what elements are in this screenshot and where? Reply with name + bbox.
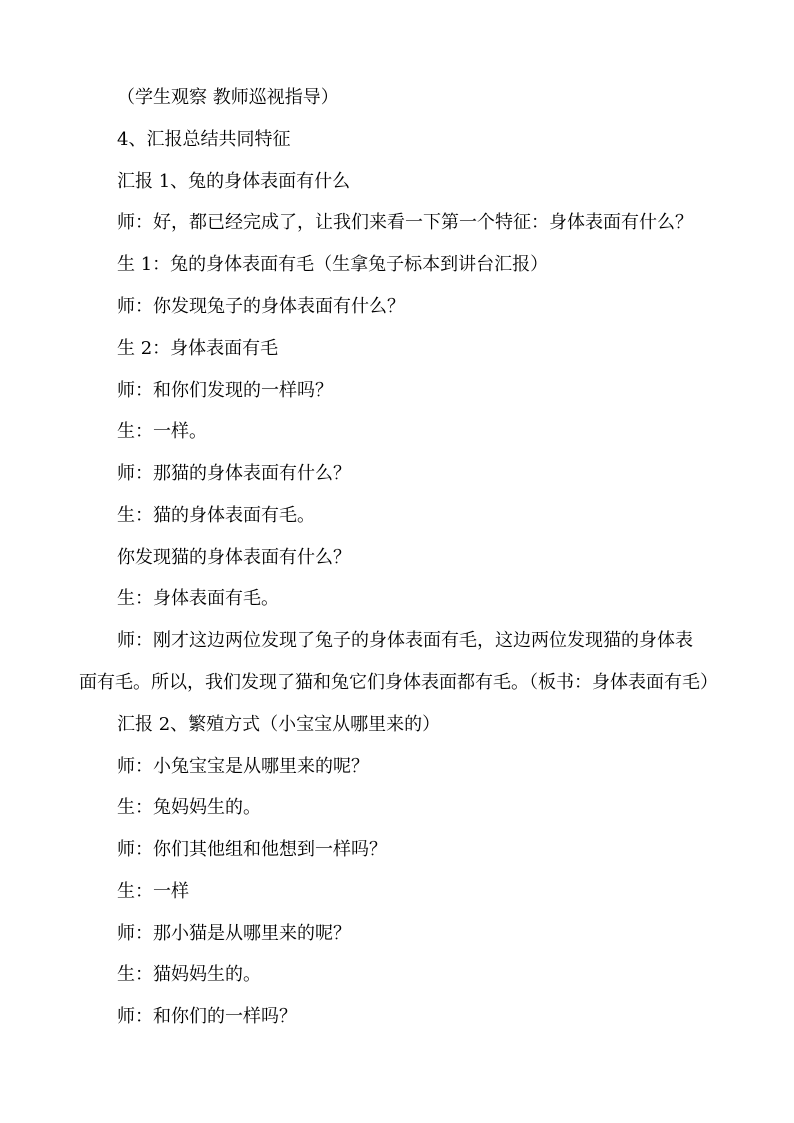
text-line: 师：那小猫是从哪里来的呢？ [117, 923, 351, 944]
subsection-heading: 汇报 1、兔的身体表面有什么 [117, 171, 351, 192]
text-line: 师：小兔宝宝是从哪里来的呢？ [117, 756, 369, 777]
text-line: 师：和你们的一样吗？ [117, 1006, 297, 1027]
text-line: 师：你发现兔子的身体表面有什么？ [117, 296, 405, 317]
subsection-heading: 汇报 2、繁殖方式（小宝宝从哪里来的） [117, 714, 441, 735]
text-line: 生：兔妈妈生的。 [117, 797, 261, 818]
text-line: 师：那猫的身体表面有什么？ [117, 463, 351, 484]
text-line: 师：好，都已经完成了，让我们来看一下第一个特征：身体表面有什么？ [117, 212, 693, 233]
text-line: 生：猫妈妈生的。 [117, 964, 261, 985]
text-line: 生 1：兔的身体表面有毛（生拿兔子标本到讲台汇报） [117, 254, 549, 275]
text-line: 生：身体表面有毛。 [117, 588, 279, 609]
text-line: 生：一样。 [117, 421, 207, 442]
text-line: 师：你们其他组和他想到一样吗？ [117, 839, 387, 860]
text-line: 生：猫的身体表面有毛。 [117, 505, 315, 526]
text-line: 生：一样 [117, 881, 189, 902]
text-line: 师：和你们发现的一样吗？ [117, 380, 333, 401]
text-line: 你发现猫的身体表面有什么？ [117, 547, 351, 568]
text-line: 生 2：身体表面有毛 [117, 338, 279, 359]
section-heading: 4、汇报总结共同特征 [117, 129, 291, 150]
text-line: 师：刚才这边两位发现了兔子的身体表面有毛，这边两位发现猫的身体表 [117, 630, 693, 651]
text-line-continuation: 面有毛。所以，我们发现了猫和兔它们身体表面都有毛。（板书：身体表面有毛） [79, 672, 718, 693]
text-line: （学生观察 教师巡视指导） [117, 87, 339, 108]
